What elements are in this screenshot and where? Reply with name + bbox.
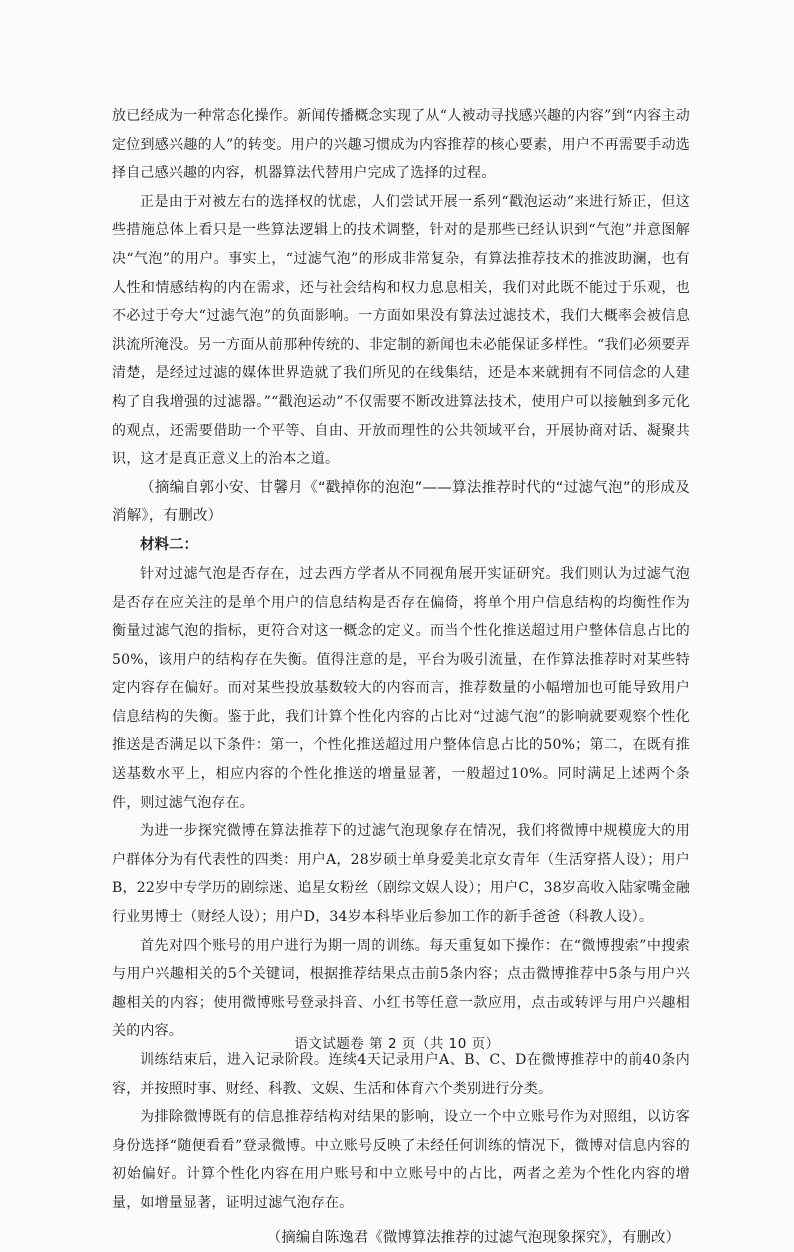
body-paragraph: 正是由于对被左右的选择权的忧虑，人们尝试开展一系列“戳泡运动”来进行矫正，但这些措施总体上看只是一些算法逻辑上的技术调整，针对的是那些已经认识到“气泡”并意图解决“气泡”的用户。事实上，“过滤气泡”的形成非常复杂，有算法推荐技术的推波助澜，也有人性和情感结构的内在需求，还与社会结构和权力息息相关，我们对此既不能过于乐观，也不必过于夸大“过滤气泡”的负面影响。一方面如果没有算法过滤技术，我们大概率会被信息洪流所淹没。另一方面从前那种传统的、非定制的新闻也未必能保证多样性。“我们必须要弄清楚，是经过过滤的媒体世界造就了我们所见的在线集结，还是本来就拥有不同信念的人建构了自我增强的过滤器。”“戳泡运动”不仅需要不断改进算法技术，使用户可以接触到多元化的观点，还需要借助一个平等、自由、开放而理性的公共领域平台，开展协商对话、凝聚共识，这才是真正意义上的治本之道。	[112, 193, 690, 468]
body-paragraph: 首先对四个账号的用户进行为期一周的训练。每天重复如下操作：在“微博搜索”中搜索与用户兴趣相关的5个关键词，根据推荐结果点击前5条内容；点击微博推荐中5条与用户兴趣相关的内容；使用微博账号登录抖音、小红书等任意一款应用，点击或转评与用户兴趣相关的内容。	[112, 937, 690, 1040]
body-paragraph: 针对过滤气泡是否存在，过去西方学者从不同视角展开实证研究。我们则认为过滤气泡是否存在应关注的是单个用户的信息结构是否存在偏倚，将单个用户信息结构的均衡性作为衡量过滤气泡的指标，更符合对这一概念的定义。而当个性化推送超过用户整体信息占比的50%，该用户的结构存在失衡。值得注意的是，平台为吸引流量，在作算法推荐时对某些特定内容存在偏好。而对某些投放基数较大的内容而言，推荐数量的小幅增加也可能导致用户信息结构的失衡。鉴于此，我们计算个性化内容的占比对“过滤气泡”的影响就要观察个性化推送是否满足以下条件：第一，个性化推送超过用户整体信息占比的50%；第二，在既有推送基数水平上，相应内容的个性化推送的增量显著，一般超过10%。同时满足上述两个条件，则过滤气泡存在。	[112, 565, 690, 811]
source-citation: （摘编自陈逸君《微博算法推荐的过滤气泡现象探究》，有删改）	[266, 1229, 680, 1246]
section-heading-material-2: 材料二：	[140, 536, 198, 553]
body-paragraph: 为进一步探究微博在算法推荐下的过滤气泡现象存在情况，我们将微博中规模庞大的用户群体分为有代表性的四类：用户A，28岁硕士单身爱美北京女青年（生活穿搭人设）；用户B，22岁中专学历的剧综迷、追星女粉丝（剧综文娱人设）；用户C，38岁高收入陆家嘴金融行业男博士（财经人设）；用户D，34岁本科毕业后参加工作的新手爸爸（科教人设）。	[112, 823, 690, 926]
body-paragraph: 放已经成为一种常态化操作。新闻传播概念实现了从“人被动寻找感兴趣的内容”到“内容主动定位到感兴趣的人”的转变。用户的兴趣习惯成为内容推荐的核心要素，用户不再需要手动选择自己感兴趣的内容，机器算法代替用户完成了选择的过程。	[112, 108, 690, 182]
page-footer: 语文试题卷 第 2 页（共 10 页）	[294, 1036, 500, 1052]
body-paragraph: 训练结束后，进入记录阶段。连续4天记录用户A、B、C、D在微博推荐中的前40条内容，并按照时事、财经、科教、文娱、生活和体育六个类别进行分类。	[112, 1052, 690, 1097]
source-citation: （摘编自郭小安、甘馨月《“戳掉你的泡泡”——算法推荐时代的“过滤气泡”的形成及消解》，有删改）	[112, 479, 690, 525]
body-paragraph: 为排除微博既有的信息推荐结构对结果的影响，设立一个中立账号作为对照组，以访客身份选择“随便看看”登录微博。中立账号反映了未经任何训练的情况下，微博对信息内容的初始偏好。计算个性化内容在用户账号和中立账号中的占比，两者之差为个性化内容的增量，如增量显著，证明过滤气泡存在。	[112, 1109, 690, 1211]
